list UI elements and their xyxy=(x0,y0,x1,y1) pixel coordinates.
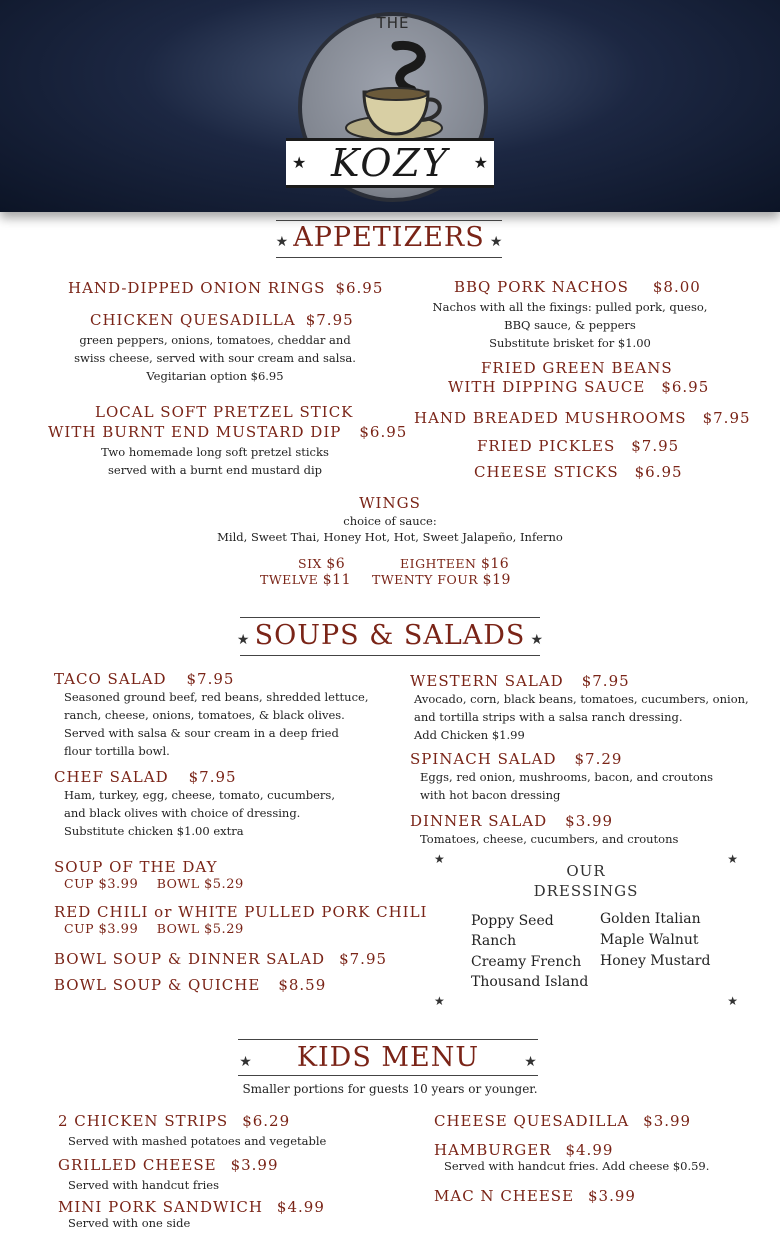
star-icon: ★ xyxy=(530,632,544,648)
item-price: $4.99 xyxy=(276,1198,325,1216)
item-description xyxy=(414,690,749,744)
desc-line: Add Chicken $1.99 xyxy=(414,728,525,742)
item-description xyxy=(64,688,369,760)
size-price: $5.29 xyxy=(204,922,244,937)
desc-line: Seasoned ground beef, red beans, shredded lettuce, xyxy=(64,690,369,704)
desc-line: Vegitarian option $6.95 xyxy=(146,369,284,383)
item-price: $6.95 xyxy=(634,463,683,481)
wing-count: TWENTY FOUR xyxy=(372,572,479,587)
menu-item-cheese-sticks xyxy=(474,463,683,481)
item-description: Served with handcut fries. Add cheese $0.59. xyxy=(444,1159,710,1173)
kids-subtitle: Smaller portions for guests 10 years or younger. xyxy=(242,1082,538,1096)
divider xyxy=(276,220,502,221)
item-name: WESTERN SALAD xyxy=(410,672,564,690)
desc-line: Tomatoes, cheese, cucumbers, and croutons xyxy=(420,832,679,846)
logo-the-text: THE xyxy=(376,14,410,32)
dressing-item: Thousand Island xyxy=(471,974,589,990)
divider xyxy=(238,1075,538,1076)
desc-line: green peppers, onions, tomatoes, cheddar and xyxy=(79,333,351,347)
item-name: DINNER SALAD xyxy=(410,812,548,830)
item-description xyxy=(420,768,713,804)
dressings-box xyxy=(434,852,738,1008)
desc-line: Two homemade long soft pretzel sticks xyxy=(101,445,329,459)
item-price: $8.00 xyxy=(652,278,701,296)
desc-line: with hot bacon dressing xyxy=(420,788,561,802)
wing-count: SIX xyxy=(298,556,322,571)
size-label: CUP xyxy=(64,921,95,936)
item-name: CHEESE STICKS xyxy=(474,463,619,481)
item-description: Served with mashed potatoes and vegetable xyxy=(68,1134,327,1148)
desc-line: Served with salsa & sour cream in a deep fried xyxy=(64,726,339,740)
item-name: HAND BREADED MUSHROOMS xyxy=(414,409,687,427)
desc-line: Substitute chicken $1.00 extra xyxy=(64,824,244,838)
size-price: $5.29 xyxy=(204,877,244,892)
desc-line: Eggs, red onion, mushrooms, bacon, and croutons xyxy=(420,770,714,784)
item-price: $4.99 xyxy=(565,1141,614,1159)
menu-item-fried-pickles xyxy=(477,437,679,455)
wings-sauces: Mild, Sweet Thai, Honey Hot, Hot, Sweet Jalapeño, Inferno xyxy=(217,530,563,544)
item-price: $3.99 xyxy=(643,1112,692,1130)
section-title: APPETIZERS xyxy=(293,222,485,253)
menu-item-western-salad xyxy=(410,672,630,690)
menu-item-taco-salad xyxy=(54,670,234,688)
item-name: TACO SALAD xyxy=(54,670,167,688)
item-price: $7.95 xyxy=(581,672,630,690)
dressings-title-1: OUR xyxy=(566,862,606,880)
desc-line: Avocado, corn, black beans, tomatoes, cucumbers, onion, xyxy=(414,692,749,706)
dressings-title-2: DRESSINGS xyxy=(533,882,639,900)
soups-heading xyxy=(220,620,560,651)
dressing-item: Creamy French xyxy=(471,954,582,970)
item-price: $6.29 xyxy=(242,1112,291,1130)
size-price: $3.99 xyxy=(98,922,139,937)
desc-line: and black olives with choice of dressing. xyxy=(64,806,301,820)
menu-item-bbq-nachos xyxy=(454,278,701,296)
divider xyxy=(240,617,540,618)
star-icon: ★ xyxy=(434,852,445,866)
wing-count: TWELVE xyxy=(260,572,319,587)
item-price: $7.95 xyxy=(339,950,388,968)
item-name: GRILLED CHEESE xyxy=(58,1156,217,1174)
item-name: CHEF SALAD xyxy=(54,768,169,786)
star-icon: ★ xyxy=(524,1054,537,1070)
star-icon: ★ xyxy=(239,1054,252,1070)
item-name: LOCAL SOFT PRETZEL STICK xyxy=(95,403,354,421)
item-name: BOWL SOUP & DINNER SALAD xyxy=(54,950,326,968)
item-price: $6.95 xyxy=(359,423,408,441)
kids-heading xyxy=(238,1042,538,1073)
desc-line: BBQ sauce, & peppers xyxy=(504,318,636,332)
item-price: $7.95 xyxy=(631,437,680,455)
appetizers-heading xyxy=(260,222,518,253)
desc-line: ranch, cheese, onions, tomatoes, & black olives. xyxy=(64,708,345,722)
section-title: KIDS MENU xyxy=(296,1042,480,1073)
star-icon: ★ xyxy=(275,234,289,250)
menu-item-mac-n-cheese xyxy=(434,1187,636,1205)
wings-twentyfour xyxy=(372,572,511,588)
menu-item-cheese-quesadilla xyxy=(434,1112,691,1130)
item-description xyxy=(420,298,720,352)
item-price: $6.95 xyxy=(661,378,710,396)
item-description xyxy=(420,830,678,848)
item-name: MINI PORK SANDWICH xyxy=(58,1198,263,1216)
star-icon: ★ xyxy=(727,994,738,1008)
wing-price: $19 xyxy=(482,572,511,588)
desc-line: served with a burnt end mustard dip xyxy=(107,463,323,477)
item-description xyxy=(70,443,360,479)
menu-item-chicken-strips xyxy=(58,1112,290,1130)
item-name: HAMBURGER xyxy=(434,1141,552,1159)
item-description xyxy=(64,786,335,840)
item-name: FRIED GREEN BEANS xyxy=(481,359,673,377)
menu-item-chili: RED CHILI or WHITE PULLED PORK CHILI xyxy=(54,903,428,921)
item-price: $7.95 xyxy=(702,409,751,427)
menu-item-chicken-quesadilla xyxy=(90,311,354,329)
wings-six xyxy=(298,556,345,572)
wing-price: $6 xyxy=(326,556,346,572)
logo-banner xyxy=(286,138,494,188)
menu-item-soup-of-day: SOUP OF THE DAY xyxy=(54,858,218,876)
item-name: WITH DIPPING SAUCE xyxy=(448,378,646,396)
menu-item-pretzel-line2 xyxy=(48,423,407,441)
menu-item-pretzel xyxy=(95,403,353,421)
dressing-item: Honey Mustard xyxy=(600,953,711,969)
section-title: SOUPS & SALADS xyxy=(254,620,526,651)
wing-price: $16 xyxy=(480,556,510,572)
chili-sizes xyxy=(64,921,244,937)
star-icon: ★ xyxy=(434,994,445,1008)
item-name: CHICKEN QUESADILLA xyxy=(90,311,296,329)
wings-sub: choice of sauce: xyxy=(343,514,437,528)
item-description: Served with one side xyxy=(68,1216,191,1230)
menu-item-onion-rings xyxy=(68,279,383,297)
dressing-item: Poppy Seed xyxy=(471,913,554,929)
star-icon: ★ xyxy=(727,852,738,866)
size-label: BOWL xyxy=(156,921,200,936)
menu-item-green-beans-line2 xyxy=(448,378,709,396)
wing-price: $11 xyxy=(322,572,351,588)
wings-twelve xyxy=(260,572,351,588)
item-price: $3.99 xyxy=(588,1187,636,1205)
size-price: $3.99 xyxy=(98,877,139,892)
desc-line: Substitute brisket for $1.00 xyxy=(489,336,651,350)
logo-name: KOZY xyxy=(330,141,449,185)
item-price: $7.29 xyxy=(574,750,623,768)
star-icon: ★ xyxy=(236,632,250,648)
menu-item-green-beans xyxy=(481,359,673,377)
star-icon: ★ xyxy=(473,153,488,172)
menu-item-grilled-cheese xyxy=(58,1156,279,1174)
item-description: Served with handcut fries xyxy=(68,1178,219,1192)
item-price: $7.95 xyxy=(305,311,354,329)
item-name: 2 CHICKEN STRIPS xyxy=(58,1112,229,1130)
item-name: BBQ PORK NACHOS xyxy=(454,278,629,296)
star-icon: ★ xyxy=(292,153,307,172)
size-label: CUP xyxy=(64,876,95,891)
divider xyxy=(238,1039,538,1040)
menu-item-chef-salad xyxy=(54,768,237,786)
wings-eighteen xyxy=(400,556,509,572)
desc-line: swiss cheese, served with sour cream and salsa. xyxy=(74,351,356,365)
wing-count: EIGHTEEN xyxy=(400,556,477,571)
desc-line: flour tortilla bowl. xyxy=(64,744,170,758)
desc-line: Nachos with all the fixings: pulled pork, queso, xyxy=(432,300,708,314)
star-icon: ★ xyxy=(489,234,503,250)
item-price: $7.95 xyxy=(188,768,237,786)
menu-item-mushrooms xyxy=(414,409,751,427)
desc-line: Ham, turkey, egg, cheese, tomato, cucumbers, xyxy=(64,788,335,802)
divider xyxy=(240,655,540,656)
item-price: $3.99 xyxy=(565,812,614,830)
item-price: $7.95 xyxy=(186,670,235,688)
divider xyxy=(276,257,502,258)
dressing-item: Maple Walnut xyxy=(600,932,699,948)
menu-item-spinach-salad xyxy=(410,750,622,768)
menu-item-dinner-salad xyxy=(410,812,613,830)
desc-line: and tortilla strips with a salsa ranch dressing. xyxy=(414,710,683,724)
item-description xyxy=(70,331,360,385)
item-name: HAND-DIPPED ONION RINGS xyxy=(68,279,326,297)
item-name: BOWL SOUP & QUICHE xyxy=(54,976,261,994)
item-price: $8.59 xyxy=(278,976,327,994)
soup-day-sizes xyxy=(64,876,244,892)
item-name: MAC N CHEESE xyxy=(434,1187,575,1205)
dressing-item: Golden Italian xyxy=(600,911,701,927)
dressing-item: Ranch xyxy=(471,933,517,949)
menu-item-bowl-soup-salad xyxy=(54,950,387,968)
item-name: FRIED PICKLES xyxy=(477,437,616,455)
menu-item-wings: WINGS xyxy=(359,494,421,512)
item-name: CHEESE QUESADILLA xyxy=(434,1112,630,1130)
item-price: $6.95 xyxy=(335,279,384,297)
size-label: BOWL xyxy=(156,876,200,891)
item-name: WITH BURNT END MUSTARD DIP xyxy=(48,423,342,441)
menu-item-bowl-soup-quiche xyxy=(54,976,326,994)
item-price: $3.99 xyxy=(230,1156,279,1174)
item-name: SPINACH SALAD xyxy=(410,750,557,768)
